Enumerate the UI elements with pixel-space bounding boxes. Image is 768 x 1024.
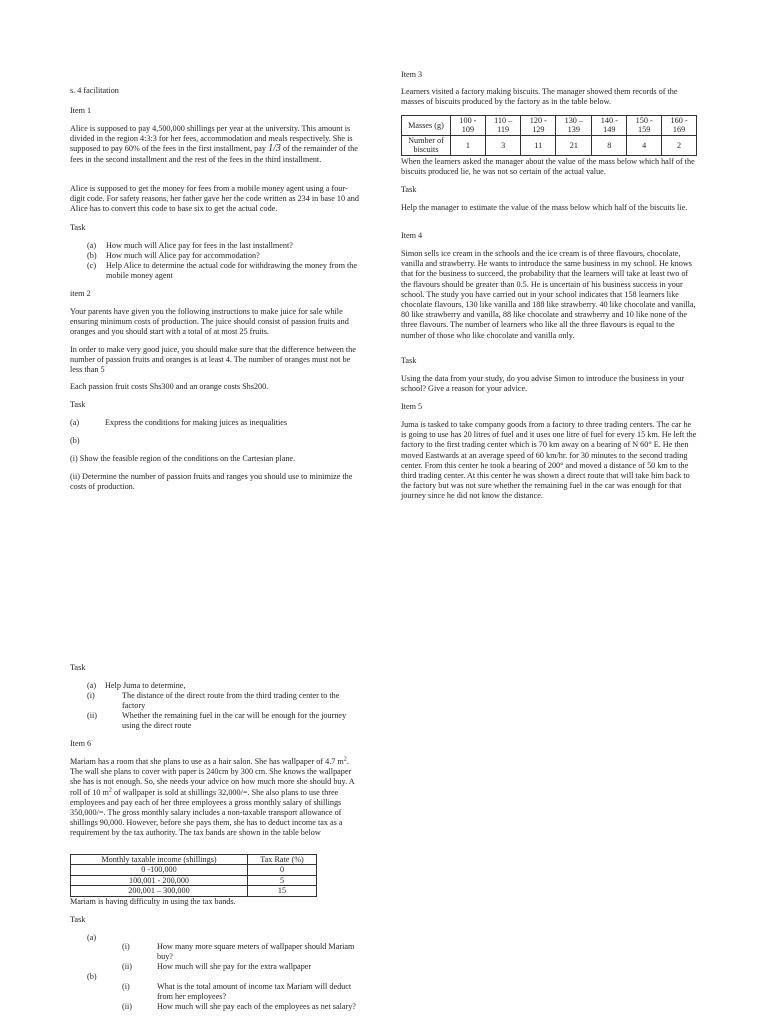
item2-task-b-label: (b): [70, 436, 80, 445]
mass-cell: 100 - 109: [451, 116, 486, 136]
mass-cell: 120 - 129: [521, 116, 556, 136]
item2-paragraph-1: Your parents have given you the following instructions to make juice for sale while ensuring minimum costs of production. The juice should consist of passion fruits and oranges and you should start with a total of at most 25 fruits.: [70, 307, 349, 337]
count-cell: 3: [485, 135, 521, 155]
mass-cell: 110 – 119: [485, 116, 521, 136]
item4-paragraph-1: Simon sells ice cream in the schools and the ice cream is of three flavours, chocolate, vanilla and strawberry. He wants to introduce the same business in my school. He knows that for the business to succeed, the probability that the learners will take at least two of the flavours should be greater than 0.5. He is uncertain of his business success in your school. The study you have carried out in your school indicates that 158 learners like chocolate flavours, 130 like vanilla and 188 like strawberry. 40 like chocolate and vanilla, 80 like strawberry and vanilla, 88 like chocolate and strawberry and 10 like none of the three flavours. The number of learners who like all the three flavours is equal to the number of those who like chocolate and vanilla only.: [401, 249, 696, 340]
right-column-top: [401, 70, 697, 520]
tax-header-row: [71, 855, 317, 865]
counts-header-cell: Number of biscuits: [402, 135, 451, 155]
tax-bands-table: [70, 854, 317, 897]
item4-task-label: Task: [401, 356, 417, 365]
masses-row: [402, 116, 697, 136]
superscript-two: 2: [343, 756, 347, 763]
item6-title: Item 6: [70, 739, 92, 748]
tax-income-header: Monthly taxable income (shillings): [71, 855, 248, 865]
item2-paragraph-3: Each passion fruit costs Shs300 and an orange costs Shs200.: [70, 382, 269, 391]
item2-task-b-ii: (ii) Determine the number of passion fruits and ranges you should use to minimize the costs of production.: [70, 472, 353, 492]
item1-paragraph-1: Alice is supposed to pay 4,500,000 shillings per year at the university. This amount is divided in the region 4:3:3 for her fees, accommodation and meals respectively. She is supposed to pay 60% of the fees in the first installment, pay 1/3 of the remainder of the fees in the second installment and the rest of the fees in the third installment.: [70, 124, 358, 164]
item4-task-text: Using the data from your study, do you advise Simon to introduce the business in your school? Give a reason for your advice.: [401, 374, 685, 394]
item1-task-label: Task: [70, 223, 86, 232]
item2-title: item 2: [70, 289, 91, 298]
tax-row: 200,001 – 300,000 15: [71, 886, 317, 896]
count-cell: 11: [521, 135, 556, 155]
left-column-top: s. 4 facilitation Item 1 Alice is supposed to pay 4,500,000 shillings per year at the university. This amount is divided in the region 4:3:3 for her fees, accommodation and meals respectively. She is supposed to pay 60% of the fees in the first installment, pay 1/3 of the remainder of the fees in the second installment and the rest of the fees in the third installment. Alice is supposed to get the money for fees from a mobile money agent using a four-digit code. For safety reasons, her father gave her the code written as 234 in base 10 and Alice has to convert this code to base six to get the actual code. Task (a) How much will Alice pay for fees in the last installment? (b) How much will Alice pay for accommodation? (c) Help Alice to determine the actual code for withdrawing the money from the mobile money agent item 2 Your parents have given you the following instructions to make juice for sale while ensuring minimum costs of production. The juice should consist of passion fruits and oranges and you should start with a total of at most 25 fruits. In order to make very good juice, you should make sure that the difference between the number of passion fruits and oranges is at least 4. The number of oranges must not be less than 5 Each passion fruit costs Shs300 and an orange costs Shs200. Task (a) Express the conditions for making juices as inequalities (b) (i) Show the feasible region of the conditions on the Cartesian plane. (ii) Determine the number of passion fruits and ranges you should use to minimize the costs of production.: [70, 86, 362, 496]
item3-paragraph-1: Learners visited a factory making biscuits. The manager showed them records of the masses of biscuits produced by the factory as in the table below.: [401, 87, 678, 107]
item3-title: Item 3: [401, 70, 423, 79]
item3-task-text: Help the manager to estimate the value of the mass below which half of the biscuits lie.: [401, 203, 688, 212]
header-text: s. 4 facilitation: [70, 86, 119, 95]
superscript-two: 2: [108, 786, 112, 793]
counts-row: [402, 135, 697, 155]
item3-paragraph-2: When the learners asked the manager about the value of the mass below which half of the biscuits produced lie, he was not so certain of the actual value.: [401, 157, 695, 177]
item2-task-b-i: (i) Show the feasible region of the conditions on the Cartesian plane.: [70, 454, 296, 463]
masses-header-cell: Masses (g): [402, 116, 451, 136]
item2-task-label: Task: [70, 400, 86, 409]
item4-title: Item 4: [401, 231, 423, 240]
item2-paragraph-2: In order to make very good juice, you should make sure that the difference between the number of passion fruits and oranges is at least 4. The number of oranges must not be less than 5: [70, 345, 356, 375]
mass-cell: 150 - 159: [627, 116, 662, 136]
tax-row: 0 -100,000 0: [71, 865, 317, 875]
item6-paragraph-2: Mariam is having difficulty in using the tax bands.: [70, 897, 236, 906]
item6-paragraph-1: Mariam has a room that she plans to use as a hair salon. She has wallpaper of 4.7 $m^2$. The wall she plans to cover with paper is 240cm by 300 cm. She knows the wallpaper she has is not enough. So, she needs your advice on how much more she should buy. A roll of 10 $m^2$ of wallpaper is sold at shillings 32,000/=. She also plans to use three employees and pay each of her three employees a gross monthly salary of shillings 350,000/=. The gross monthly salary includes a non-taxable transport allowance of shillings 90,000. However, before she pays them, she has to deduct income tax as a requirement by the tax authority. The tax bands are shown in the table below: [70, 756, 355, 838]
count-cell: 21: [556, 135, 592, 155]
masses-table: [401, 115, 697, 156]
mass-cell: 160 - 169: [662, 116, 697, 136]
fraction-one-third: 1/3: [268, 143, 281, 155]
item1-paragraph-2: Alice is supposed to get the money for fees from a mobile money agent using a four-digit code. For safety reasons, her father gave her the code written as 234 in base 10 and Alice has to convert this code to base six to get the actual code.: [70, 184, 359, 214]
tax-rate-header: Tax Rate (%): [248, 855, 317, 865]
count-cell: 1: [451, 135, 486, 155]
mass-cell: 140 - 149: [592, 116, 627, 136]
item5-task-label: Task: [70, 663, 86, 672]
item6-task-label: Task: [70, 915, 86, 924]
count-cell: 4: [627, 135, 662, 155]
item5-paragraph-1: Juma is tasked to take company goods from a factory to three trading centers. The car he is going to use has 20 litres of fuel and it uses one litre of fuel for every 15 km. He left the factory to the first trading center which is 70 km away on a bearing of N 60° E. He then moved Eastwards at an average speed of 60 km/hr. for 30 minutes to the second trading center. From this center he took a bearing of 200° and moved a distance of 50 km to the third trading center. At this center he was shown a direct route that will take him back to the factory but was not sure whether the remaining fuel in the car was enough for that journey since he did not know the distance.: [401, 420, 697, 501]
item1-title: Item 1: [70, 106, 92, 115]
mass-cell: 130 – 139: [556, 116, 592, 136]
item5-title: Item 5: [401, 402, 423, 411]
count-cell: 2: [662, 135, 697, 155]
left-column-bottom: Task (a) Help Juma to determine, (i) The distance of the direct route from the third trading center to the factory (ii) Whether the remaining fuel in the car will be enough for the journey using the direct route Item 6 Mariam has a room that she plans to use as a hair salon. She has wallpaper of 4.7 $m^2$. The wall she plans to cover with paper is 240cm by 300 cm. She knows the wallpaper she has is not enough. So, she needs your advice on how much more she should buy. A roll of 10 $m^2$ of wallpaper is sold at shillings 32,000/=. She also plans to use three employees and pay each of her three employees a gross monthly salary of shillings 350,000/=. The gross monthly salary includes a non-taxable transport allowance of shillings 90,000. However, before she pays them, she has to deduct income tax as a requirement by the tax authority. The tax bands are shown in the table below Monthly taxable income (shillings) Tax Rate (%) 0 -100,000 0 100,001 - 200,000 5 200,001 – 300,000 15 Mariam is having difficulty in using the tax bands. Task (a) (i) How many more square meters of wallpaper should Mariam buy? (ii) How much will she pay for the extra wallpaper (b) (i) What is the total amount of income tax Mariam will deduct from her employees? (ii) How much will she pay each of the employees as net salary?: [70, 663, 362, 1019]
tax-row: 100,001 - 200,000 5: [71, 875, 317, 885]
count-cell: 8: [592, 135, 627, 155]
item3-task-label: Task: [401, 185, 417, 194]
